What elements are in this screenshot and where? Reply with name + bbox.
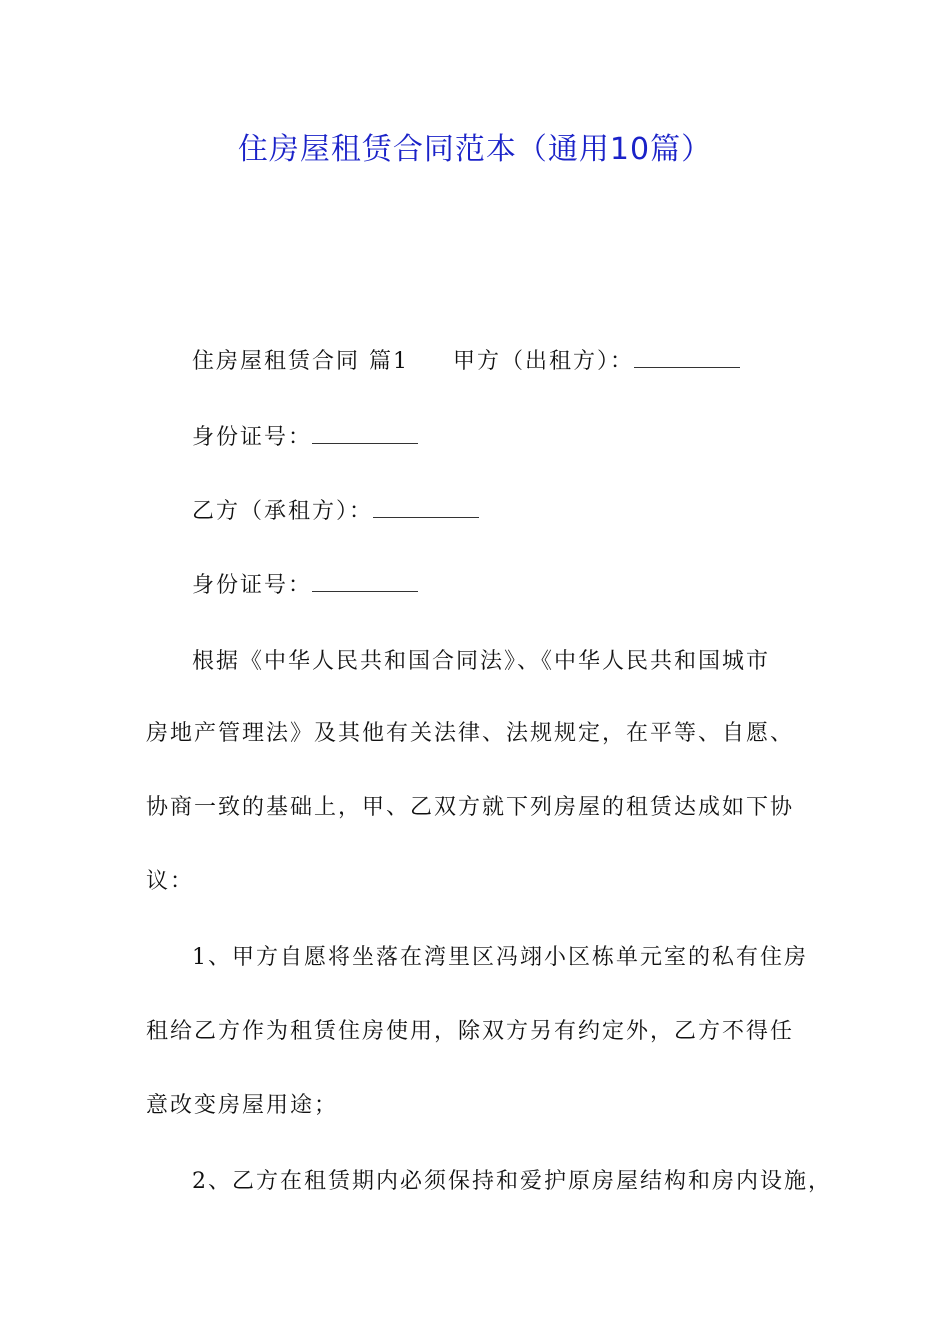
lessee-id-line	[192, 569, 862, 601]
contract-heading-line	[192, 345, 862, 377]
paragraph-line: 意改变房屋用途；	[146, 1093, 339, 1118]
paragraph-line: 1、甲方自愿将坐落在湾里区冯翊小区栋单元室的私有住房	[192, 945, 808, 970]
lessor-label: 甲方（出租方）：	[453, 349, 635, 374]
lessee-label: 乙方（承租方）：	[192, 499, 374, 524]
document-title: 住房屋租赁合同范本（通用10篇）	[237, 132, 713, 167]
paragraph-line: 2、乙方在租赁期内必须保持和爱护原房屋结构和房内设施，	[192, 1169, 832, 1194]
lessee-blank	[373, 495, 479, 518]
paragraph-line: 房地产管理法》及其他有关法律、法规规定，在平等、自愿、	[146, 721, 795, 746]
lessor-id-label: 身份证号：	[192, 425, 313, 450]
lessee-line	[192, 495, 862, 527]
paragraph-line: 根据《中华人民共和国合同法》、《中华人民共和国城市	[192, 649, 771, 674]
lessor-id-line	[192, 421, 862, 453]
lessee-id-label: 身份证号：	[192, 573, 313, 598]
contract-heading: 住房屋租赁合同 篇1	[192, 349, 409, 374]
paragraph-line: 议：	[146, 869, 195, 894]
paragraph-line: 租给乙方作为租赁住房使用，除双方另有约定外，乙方不得任	[146, 1019, 795, 1044]
paragraph-line: 协商一致的基础上，甲、乙双方就下列房屋的租赁达成如下协	[146, 795, 795, 820]
lessor-id-blank	[312, 421, 418, 444]
lessor-blank	[634, 345, 740, 368]
lessee-id-blank	[312, 569, 418, 592]
